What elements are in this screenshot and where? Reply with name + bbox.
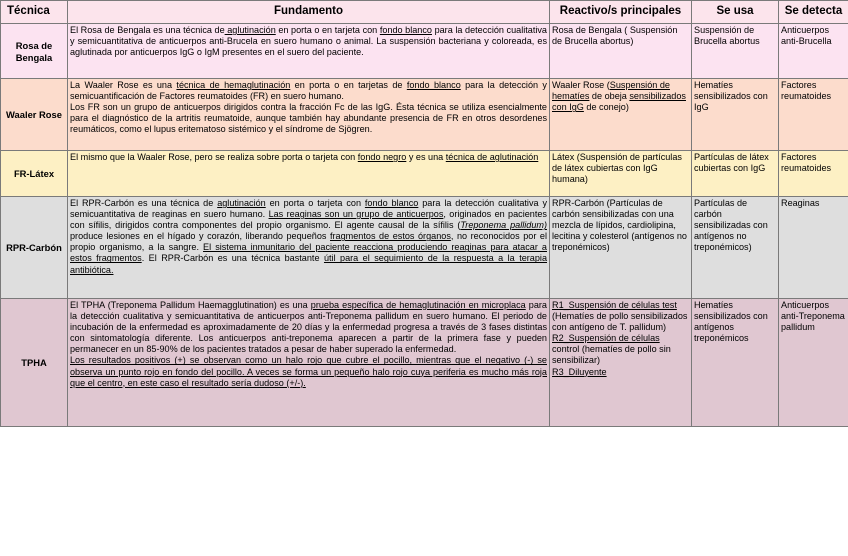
reac-text-underlined: R3_Diluyente: [552, 366, 607, 377]
reactivos-cell: [550, 299, 692, 427]
se-detecta-cell: Factores reumatoides: [779, 151, 848, 197]
reactivos-cell: [550, 79, 692, 151]
fund-text: para la detección cualitativa y semicuantitativa de anticuerpos anti-Brucela en suero humano o animal. La suspensión bacteriana y coloreada, es aglutinada por anticuerpos IgG o IgM presentes en el suero del paciente.: [70, 25, 547, 58]
fund-text-underlined: aglutinación: [217, 198, 266, 208]
reac-text-underlined: sensibilizados con IgG: [552, 91, 686, 113]
fund-text-underlined: fondo blanco: [379, 25, 432, 35]
header-se-detecta: Se detecta: [779, 1, 848, 24]
reactivos-cell: [550, 24, 692, 79]
table-row: [1, 24, 848, 79]
reac-text: control (hematíes de pollo sin sensibilizar): [552, 344, 671, 366]
fund-text-underlined: fondo negro: [357, 152, 407, 162]
fund-text-underlined: Los resultados positivos (+) se observan como un halo rojo que cubre el pocillo, mientras que el negativo (-) se observa un punto rojo en fondo del pocillo. A veces se forma un pequeño halo rojo cuya periferia es mucho más roja que el centro, en este caso el resultado sería dudoso (+/-).: [70, 355, 547, 388]
se-usa-cell: Partículas de carbón sensibilizadas con antígenos no treponémicos): [692, 197, 779, 299]
fund-text-underlined: El sistema inmunitario del paciente reacciona produciendo reaginas para atacar a estos fragmentos: [70, 242, 547, 264]
fund-text: Los FR son un grupo de anticuerpos dirigidos contra la fracción Fc de las IgG. Ésta técnica se utiliza esencialmente para el diagnóstico de la artritis reumatoide, aunque también hay abundante presencia de FR en otros desordenes reumáticos, como el lupus eritematoso sistémico y el síndrome de Sjögren.: [70, 102, 547, 135]
fund-text: y es una: [406, 152, 446, 162]
reac-text: Látex (Suspensión de partículas de látex cubiertas con IgG humana): [552, 152, 682, 185]
fund-text: para la detección cualitativa y semicuantitativa de anticuerpos anti-Treponema pallidum en suero humano. El periodo de incubación de la enfermedad es aproximadamente de 20 días y la enfermedad progresa a través de 3 fases distintas con sintomatología diferente. Los anticuerpos anti-treponema aparecen a partir de la primera fase y pueden permanecer en un 85-90% de los pacientes tratados a pesar de haber superado la enfermedad.: [70, 300, 547, 355]
fundamento-cell: [68, 79, 550, 151]
fund-text: La Waaler Rose es una: [70, 80, 177, 90]
reac-text-underlined: R1_Suspensión de células test: [552, 300, 677, 310]
fundamento-cell: [68, 197, 550, 299]
fund-text: El TPHA (Treponema Pallidum Haemagglutination) es una: [70, 300, 311, 310]
header-fundamento: Fundamento: [68, 1, 550, 24]
fundamento-cell: [68, 24, 550, 79]
header-tecnica: Técnica: [1, 1, 68, 24]
fund-text-underlined: técnica de aglutinación: [445, 152, 539, 162]
tecnica-cell: Rosa de Bengala: [1, 24, 68, 79]
fund-text: en porta o tarjeta con: [265, 198, 365, 208]
fund-text-underlined: útil para el seguimiento de la respuesta a la terapia antibiótica.: [70, 253, 547, 275]
fund-text: El RPR-Carbón es una técnica de: [70, 198, 218, 208]
se-detecta-cell: Factores reumatoides: [779, 79, 848, 151]
fund-text: para la detección y semicuantificación de Factores reumatoides (FR) en suero humano.: [70, 80, 547, 102]
fund-text-underlined: fondo blanco: [364, 198, 419, 208]
table-row: [1, 197, 848, 299]
se-usa-cell: Partículas de látex cubiertas con IgG: [692, 151, 779, 197]
header-row: [1, 1, 848, 24]
fund-text-underlined: prueba específica de hemaglutinación en microplaca: [310, 300, 526, 310]
fund-text: El mismo que la Waaler Rose, pero se realiza sobre porta o tarjeta con: [70, 152, 358, 162]
tecnica-cell: Waaler Rose: [1, 79, 68, 151]
fund-text-italic: Treponema pallidum): [460, 220, 548, 231]
fund-text-underlined: técnica de hemaglutinación: [176, 80, 291, 90]
table-row: [1, 299, 848, 427]
se-usa-cell: Hematíes sensibilizados con antígenos treponémicos: [692, 299, 779, 427]
fund-text-underlined: fondo blanco: [406, 80, 461, 90]
tecnica-cell: FR-Látex: [1, 151, 68, 197]
fund-text: El Rosa de Bengala es una técnica de: [70, 25, 225, 35]
reac-text: Rosa de Bengala ( Suspensión de Brucella abortus): [552, 25, 678, 47]
table-row: [1, 151, 848, 197]
fund-text: produce lesiones en el hígado y corazón, liberando pequeños: [70, 231, 330, 242]
fund-text: , originados en pacientes con sífilis, dirigidos contra componentes del propio organismo. El agente causal de la sífilis (: [70, 209, 547, 231]
reac-text: Waaler Rose (: [552, 80, 610, 90]
header-se-usa: Se usa: [692, 1, 779, 24]
tecnica-cell: TPHA: [1, 299, 68, 427]
table-row: [1, 79, 848, 151]
fund-text: . El RPR-Carbón es una técnica bastante: [141, 253, 324, 264]
fundamento-cell: [68, 151, 550, 197]
fund-text: para la detección cualitativa y semicuantitativa de reaginas en suero humano.: [70, 198, 547, 220]
reactivos-cell: [550, 197, 692, 299]
fund-text: en porta o en tarjetas de: [290, 80, 407, 90]
fund-text: , no reconocidos por el propio organismo, a la sangre.: [70, 231, 547, 253]
tecnica-cell: RPR-Carbón: [1, 197, 68, 299]
se-usa-cell: Suspensión de Brucella abortus: [692, 24, 779, 79]
se-detecta-cell: Anticuerpos anti-Brucella: [779, 24, 848, 79]
reac-text: de obeja: [589, 91, 630, 102]
fund-text-underlined: aglutinación: [224, 25, 276, 35]
se-detecta-cell: Reaginas: [779, 197, 848, 299]
fundamento-cell: [68, 299, 550, 427]
reac-text-underlined: R2_Suspensión de células: [552, 333, 660, 344]
header-reactivos: Reactivo/s principales: [550, 1, 692, 24]
reac-text: (Hematíes de pollo sensibilizados con antígeno de T. pallidum): [552, 311, 688, 333]
se-detecta-cell: Anticuerpos anti-Treponema pallidum: [779, 299, 848, 427]
fund-text-underlined: Las reaginas son un grupo de anticuerpos: [268, 209, 444, 220]
se-usa-cell: Hematíes sensibilizados con IgG: [692, 79, 779, 151]
reac-text: de conejo): [583, 102, 629, 113]
reac-text-underlined: Suspensión de hematíes: [552, 80, 670, 102]
reactivos-cell: [550, 151, 692, 197]
fund-text-underlined: fragmentos de estos órganos: [330, 231, 451, 242]
reac-text: RPR-Carbón (Partículas de carbón sensibilizadas con una mezcla de lípidos, cardiolipina, lecitina y colesterol (antígenos no treponémicos): [552, 198, 687, 253]
fund-text: en porta o en tarjeta con: [275, 25, 380, 35]
